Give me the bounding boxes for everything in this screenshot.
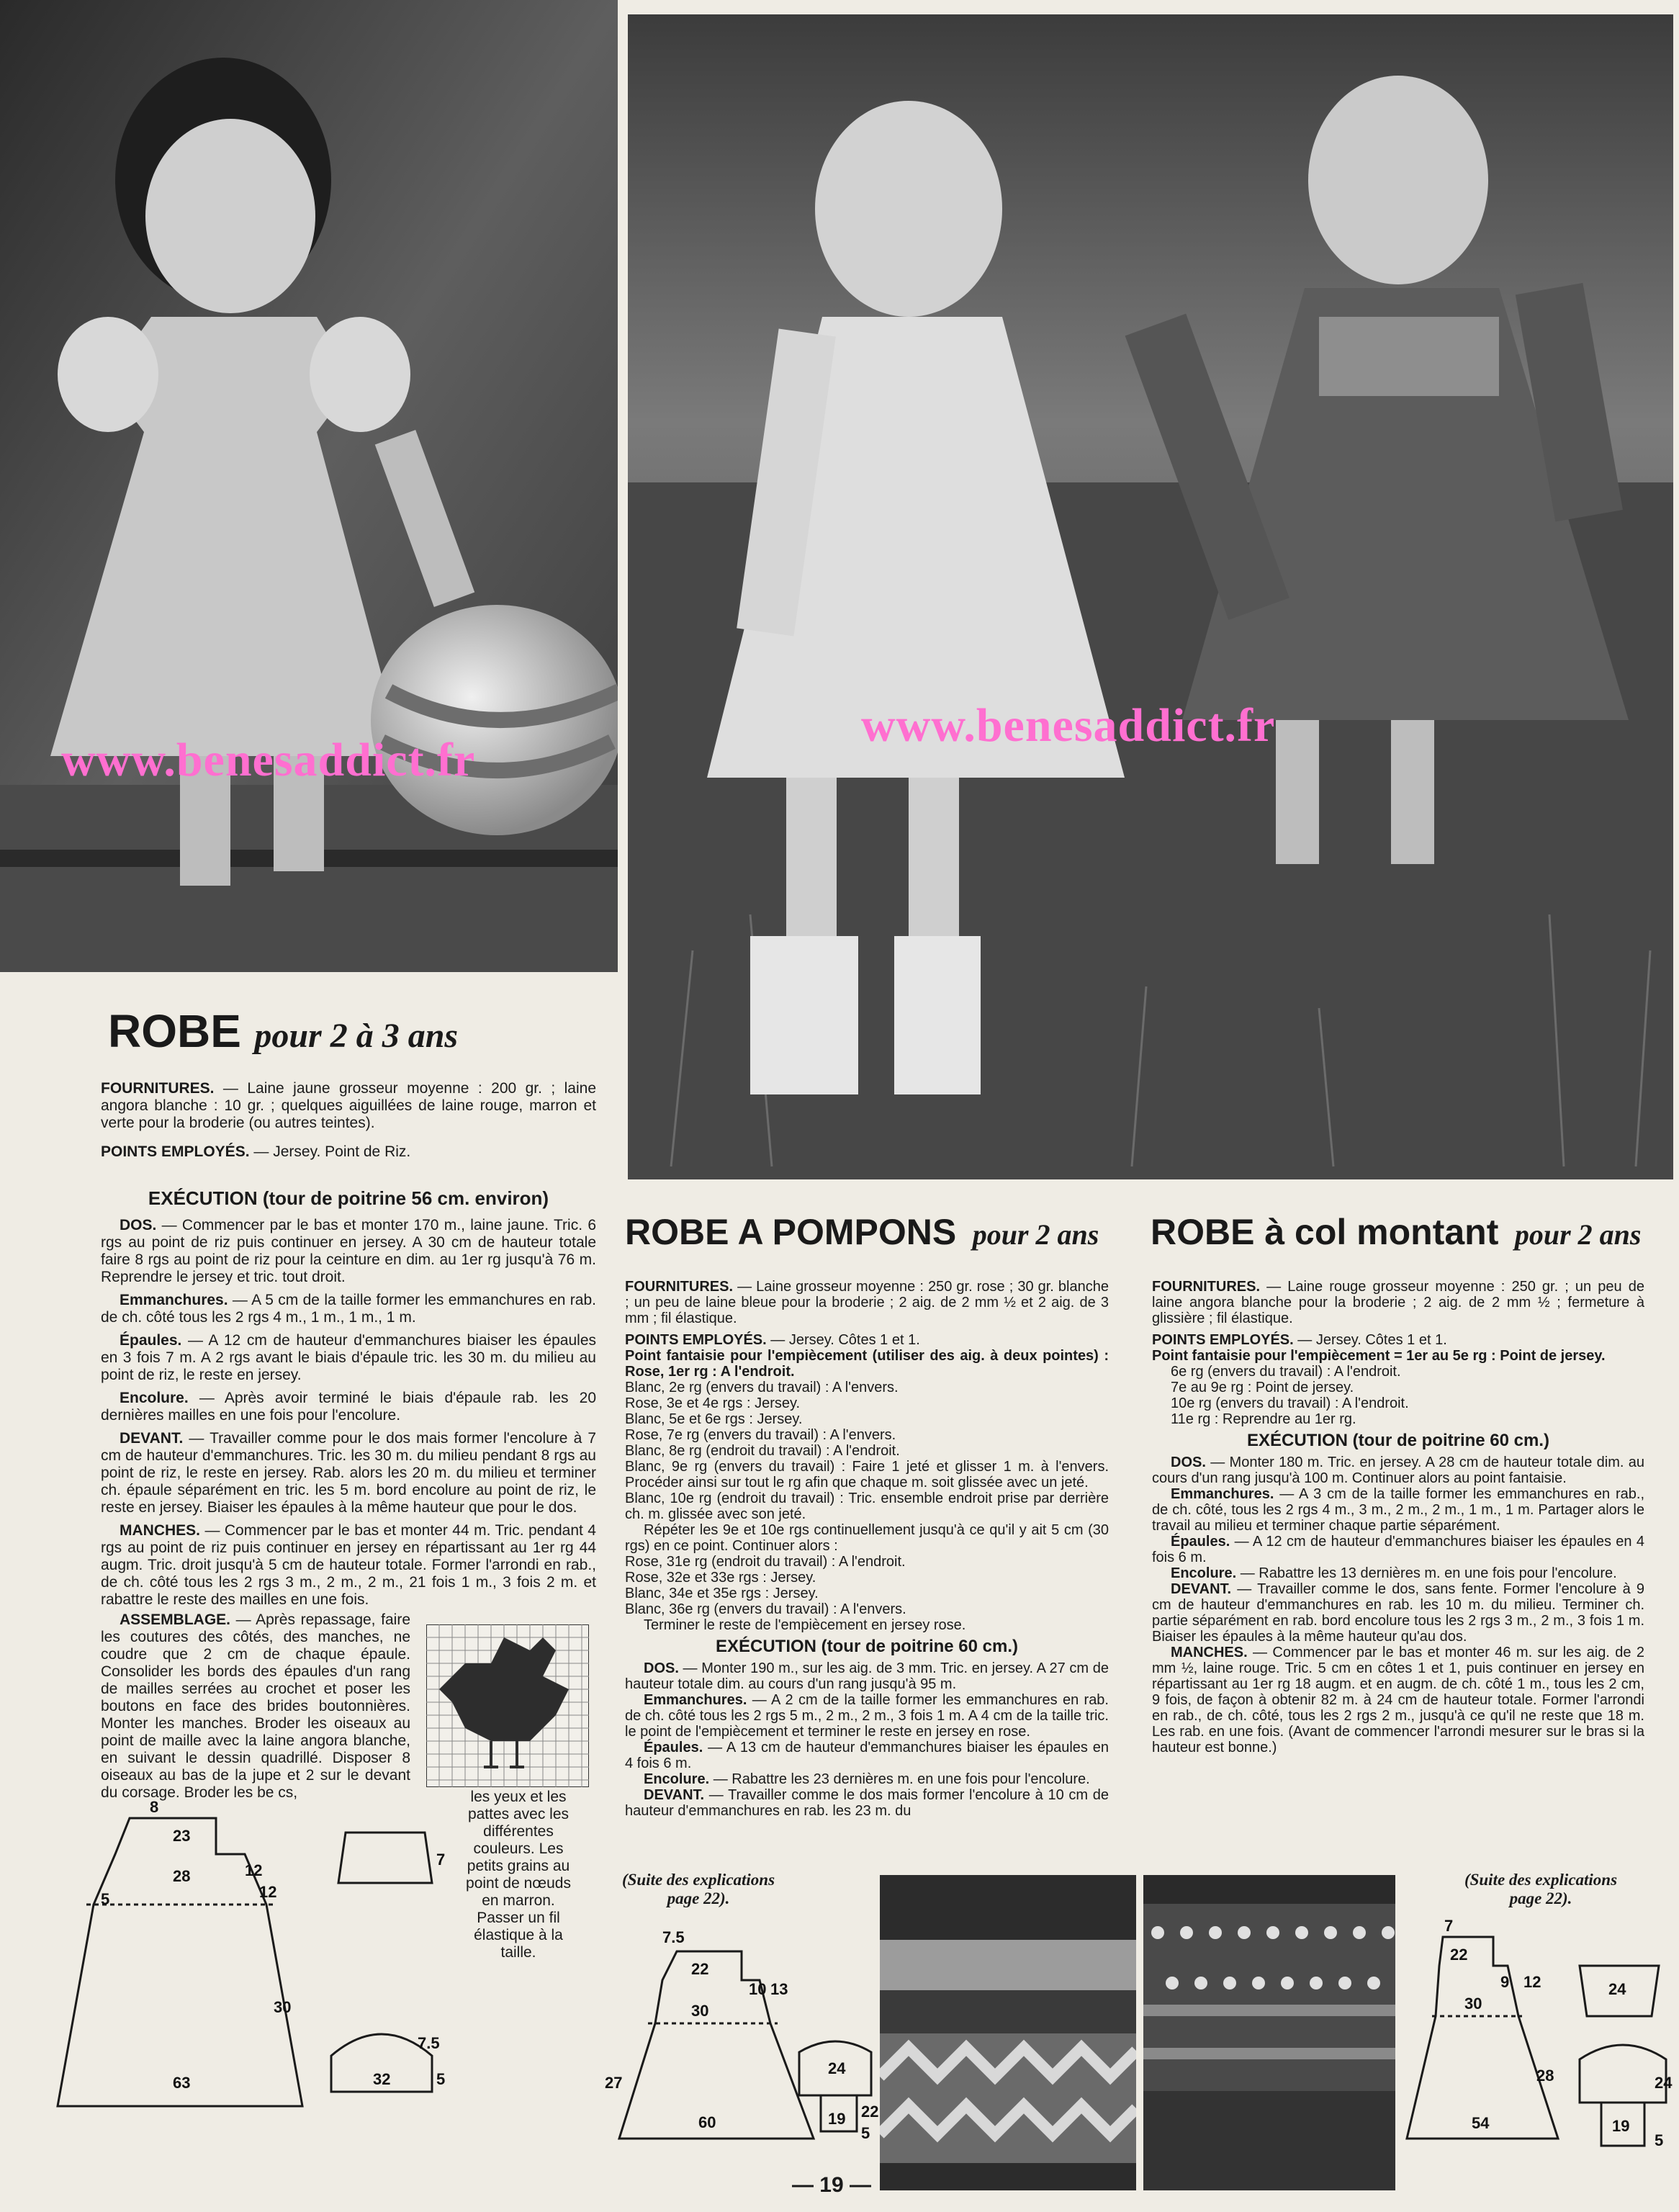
robe1-fournitures-label: FOURNITURES.	[101, 1080, 215, 1097]
robe2-dim-5: 5	[861, 2124, 870, 2142]
robe2-row: Blanc, 5e et 6e rgs : Jersey.	[625, 1411, 803, 1427]
robe2-row: Rose, 31e rg (endroit du travail) : A l'endroit.	[625, 1554, 906, 1570]
bird-chart-grid	[426, 1624, 589, 1787]
robe3-devant-text: — Travailler comme le dos, sans fente. Former l'encolure à 9 cm de hauteur d'emmanchures en rab. les 10 m. du milieu. Terminer ch. partie séparément en rab. bord encolure tous les 2 rgs 3 m., 2 m., 3 fois 1 m. Biaiser les épaules à la même hauteur qu'au dos.	[1152, 1581, 1644, 1645]
robe2-encolure-label: Encolure.	[644, 1771, 710, 1787]
robe3-epaules-label: Épaules.	[1171, 1534, 1230, 1550]
robe3-dim-28: 28	[1536, 2067, 1554, 2085]
robe1-devant-label: DEVANT.	[120, 1430, 184, 1447]
robe3-dim-7: 7	[1444, 1917, 1454, 1935]
robe2-dim-60: 60	[698, 2113, 716, 2131]
robe3-fournitures-label: FOURNITURES.	[1152, 1279, 1260, 1295]
robe1-dim-23: 23	[173, 1827, 191, 1845]
robe2-dim-13: 13	[770, 1980, 788, 1998]
robe2-dim-27: 27	[605, 2074, 623, 2092]
robe2-emmanchures-text: — A 2 cm de la taille former les emmanchures en rab. de ch. côté tous les 2 rgs 5 m., 2 m., 2 m., 3 fois 1 m. A 4 cm de la taille tric. le point de l'empiècement et terminer le reste en jersey en rose.	[625, 1692, 1109, 1740]
robe1-dim-8: 8	[150, 1798, 159, 1816]
robe2-row: Blanc, 2e rg (envers du travail) : A l'envers.	[625, 1380, 899, 1395]
robe3-epaules-text: — A 12 cm de hauteur d'emmanchures biaiser les épaules en 4 fois 6 m.	[1152, 1534, 1644, 1565]
robe3-manches-label: MANCHES.	[1171, 1645, 1248, 1660]
robe3-dim-12: 12	[1523, 1973, 1541, 1991]
robe2-row: Rose, 7e rg (envers du travail) : A l'envers.	[625, 1427, 896, 1443]
photo-girl-with-ball	[0, 0, 618, 972]
robe1-epaules-text: — A 12 cm de hauteur d'emmanchures biaiser les épaules en 3 fois 7 m. A 2 rgs avant le biais d'épaule tric. les 30 m. du milieu au point de riz, le reste en jersey.	[101, 1332, 596, 1383]
robe2-row: Répéter les 9e et 10e rgs continuellement jusqu'à ce qu'il y ait 5 cm (30 rgs) en ce point. Continuer alors :	[625, 1522, 1109, 1554]
robe3-dim-9: 9	[1500, 1973, 1510, 1991]
robe2-title-script: pour 2 ans	[972, 1218, 1099, 1251]
robe3-dim-22: 22	[1450, 1946, 1468, 1964]
knit-swatch-col-montant	[1143, 1875, 1395, 2190]
robe3-title	[1151, 1211, 1641, 1253]
robe3-suite: (Suite des explications page 22).	[1464, 1871, 1618, 1907]
robe2-devant-label: DEVANT.	[644, 1787, 705, 1803]
robe1-emmanchures-text: — A 5 cm de la taille former les emmanchures en rab. de ch. côté tous les 2 rgs 4 m., 1 m., 1 m., 1 m.	[101, 1292, 596, 1326]
robe2-execution-heading: EXÉCUTION (tour de poitrine 60 cm.)	[715, 1637, 1019, 1656]
robe1-assemblage-text: — Après repassage, faire les coutures des côtés, des manches, ne coudre que 2 cm de chaque épaule. Consolider les bords des épaules d'un rang de mailles serrées au crochet et poser les boutons en face des brides boutonnières. Monter les manches. Broder les oiseaux au point de maille avec la laine angora blanche, en suivant le dessin quadrillé. Disposer 8 oiseaux au bas de la jupe et 2 sur le devant du corsage. Broder les be cs,	[101, 1611, 410, 1801]
robe2-row: Blanc, 36e rg (envers du travail) : A l'envers.	[625, 1601, 906, 1617]
robe1-encolure-text: — Après avoir terminé le biais d'épaule rab. les 20 dernières mailles en une fois pour l'encolure.	[101, 1390, 596, 1424]
robe3-manches-text: — Commencer par le bas et monter 46 m. sur les aig. de 2 mm ½, laine rouge. Tric. 5 cm en côtes 1 et 1, puis continuer en jersey en répartissant au 1er rg 18 augm. et en augm. de ch. côté 1 m., tous les 2 cm, 9 fois, de façon à obtenir 82 m. à 24 cm de hauteur totale. Former l'arrondi en rab., de ch. côté, tous les 2 rgs 2 m., jusqu'à ce qu'il ne reste que 18 m. Les rab. en une fois. (Avant de commencer l'arrondi mesurer sur le bras si la hauteur est bonne.)	[1152, 1645, 1644, 1755]
robe1-title-script: pour 2 à 3 ans	[254, 1017, 459, 1055]
robe1-column	[101, 1080, 596, 1614]
robe2-row: Rose, 32e et 33e rgs : Jersey.	[625, 1570, 816, 1586]
robe2-points-text: — Jersey. Côtes 1 et 1.	[766, 1332, 920, 1348]
robe3-dim-24b: 24	[1655, 2074, 1673, 2092]
robe1-epaules-label: Épaules.	[120, 1332, 182, 1349]
robe2-dim-19: 19	[828, 2110, 846, 2128]
robe1-dim-63: 63	[173, 2074, 191, 2092]
robe3-dim-54: 54	[1472, 2114, 1490, 2132]
robe1-assemblage-side	[461, 1789, 576, 1967]
robe3-encolure-text: — Rabattre les 13 dernières m. en une fois pour l'encolure.	[1236, 1565, 1617, 1581]
robe1-dim-5b: 5	[436, 2070, 446, 2088]
robe3-fournitures-text: — Laine rouge grosseur moyenne : 250 gr. ; un peu de laine angora blanche pour la broderie ; 2 aig. de 2 mm ½ ; fermeture à glissière ; fil élastique.	[1152, 1279, 1644, 1326]
robe2-row: Blanc, 34e et 35e rgs : Jersey.	[625, 1586, 819, 1601]
robe2-row: Terminer le reste de l'empiècement en jersey rose.	[644, 1617, 966, 1633]
robe1-dim-5: 5	[101, 1890, 110, 1908]
robe2-row: Rose, 3e et 4e rgs : Jersey.	[625, 1395, 801, 1411]
robe2-epaules-text: — A 13 cm de hauteur d'emmanchures biaiser les épaules en 4 fois 6 m.	[625, 1740, 1109, 1771]
robe3-execution-heading: EXÉCUTION (tour de poitrine 60 cm.)	[1246, 1431, 1550, 1450]
robe2-title-main: ROBE A POMPONS	[625, 1212, 957, 1252]
robe3-row: 7e au 9e rg : Point de jersey.	[1171, 1380, 1354, 1395]
robe2-dim-7-5: 7.5	[662, 1928, 685, 1946]
robe2-dim-22: 22	[691, 1960, 709, 1978]
robe1-devant-text: — Travailler comme pour le dos mais former l'encolure à 7 cm de hauteur d'emmanchures. Tric. les 30 m. du milieu pendant 8 rgs au point de riz, le reste en jersey. Rab. alors les 20 m. du milieu et terminer ch. épaule séparément en tric. les 5 m. bord encolure au point de riz, le reste en jersey. Biaiser les épaules à la même hauteur que pour le dos.	[101, 1430, 596, 1516]
robe1-dos-label: DOS.	[120, 1217, 157, 1233]
robe2-title	[625, 1211, 1099, 1253]
robe1-emmanchures-label: Emmanchures.	[120, 1292, 228, 1308]
robe2-dos-text: — Monter 190 m., sur les aig. de 3 mm. Tric. en jersey. A 27 cm de hauteur totale dim. au cours d'un rang jusqu'à 95 m.	[625, 1660, 1109, 1692]
robe1-fournitures-text: — Laine jaune grosseur moyenne : 200 gr. ; laine angora blanche : 10 gr. ; quelques aiguillées de laine rouge, marron et verte pour la broderie (ou autres teintes).	[101, 1080, 596, 1131]
robe1-points-label: POINTS EMPLOYÉS.	[101, 1143, 250, 1160]
robe2-points-label: POINTS EMPLOYÉS.	[625, 1332, 767, 1348]
robe1-assemblage-side-text: les yeux et les pattes avec les différentes couleurs. Les petits grains au point de nœuds en marron. Passer un fil élastique à la taille.	[466, 1789, 571, 1961]
robe1-dim-12a: 12	[245, 1861, 263, 1879]
robe2-dim-30: 30	[691, 2002, 709, 2020]
robe1-dos-text: — Commencer par le bas et monter 170 m., laine jaune. Tric. 6 rgs au point de riz puis continuer en jersey. A 30 cm de hauteur totale faire 8 rgs au point de riz pour la ceinture en dim. au 1er rg jusqu'à 76 m. Reprendre le jersey et tric. tout droit.	[101, 1217, 596, 1285]
robe3-dim-19: 19	[1612, 2117, 1630, 2135]
robe2-dim-24: 24	[828, 2059, 846, 2077]
robe3-column	[1152, 1279, 1644, 1755]
photo-two-children-meadow	[628, 14, 1673, 1179]
robe3-dos-text: — Monter 180 m. Tric. en jersey. A 28 cm de hauteur totale dim. au cours d'un rang jusqu'à 100 m. Continuer alors au point fantaisie.	[1152, 1455, 1644, 1486]
robe2-row: Blanc, 10e rg (endroit du travail) : Tric. ensemble endroit prise par derrière ch. m. glissée avec son jeté.	[625, 1491, 1109, 1522]
robe2-fournitures-label: FOURNITURES.	[625, 1279, 733, 1295]
robe2-epaules-label: Épaules.	[644, 1740, 703, 1755]
robe1-title-main: ROBE	[108, 1005, 241, 1057]
robe1-dim-28: 28	[173, 1867, 191, 1885]
robe3-encolure-label: Encolure.	[1171, 1565, 1237, 1581]
robe1-manches-text: — Commencer par le bas et monter 44 m. Tric. pendant 4 rgs au point de riz puis continuer en jersey en répartissant au 1er rg 44 augm. Tric. droit jusqu'à 5 cm de hauteur totale. Former l'arrondi en rab., de ch. côté tous les 2 rgs 3 m., 2 m., 2 m., 21 fois 1 m., 3 fois 2 m. et rabattre le reste des mailles en une fois.	[101, 1522, 596, 1608]
robe3-pattern-diagram	[1400, 1915, 1673, 2167]
robe1-pattern-diagram	[29, 1797, 454, 2124]
robe2-emmanchures-label: Emmanchures.	[644, 1692, 747, 1708]
robe1-dim-12b: 12	[259, 1883, 277, 1901]
robe1-manches-label: MANCHES.	[120, 1522, 201, 1539]
robe1-dim-7-5: 7.5	[418, 2034, 440, 2052]
robe2-row: Blanc, 8e rg (endroit du travail) : A l'endroit.	[625, 1443, 900, 1459]
robe3-title-script: pour 2 ans	[1514, 1218, 1642, 1251]
page-number: — 19 —	[791, 2173, 872, 2197]
robe3-devant-label: DEVANT.	[1171, 1581, 1232, 1597]
robe3-points-text: — Jersey. Côtes 1 et 1.	[1293, 1332, 1447, 1348]
robe3-title-main: ROBE à col montant	[1151, 1212, 1499, 1252]
robe1-encolure-label: Encolure.	[120, 1390, 189, 1406]
robe3-dim-5: 5	[1655, 2131, 1664, 2149]
robe2-fournitures-text: — Laine grosseur moyenne : 250 gr. rose ; 30 gr. blanche ; un peu de laine bleue pour la broderie ; 2 aig. de 2 mm ½ et 2 aig. de 3 mm ; fil élastique.	[625, 1279, 1109, 1326]
robe2-dim-22b: 22	[861, 2103, 878, 2121]
robe1-assemblage	[101, 1611, 410, 1807]
robe3-row: 10e rg (envers du travail) : A l'endroit.	[1171, 1395, 1409, 1411]
robe2-pattern-diagram	[605, 1923, 878, 2160]
robe2-column	[625, 1279, 1109, 1819]
robe2-fantaisie: Point fantaisie pour l'empiècement (utiliser des aig. à deux pointes) : Rose, 1er rg : A l'endroit.	[625, 1348, 1109, 1380]
robe2-dim-10: 10	[749, 1980, 767, 1998]
robe1-dim-32: 32	[373, 2070, 391, 2088]
robe2-suite: (Suite des explications page 22).	[621, 1871, 775, 1907]
robe3-dos-label: DOS.	[1171, 1455, 1206, 1470]
robe2-row: Blanc, 9e rg (envers du travail) : Faire 1 jeté et glisser 1 m. à l'envers. Procéder ainsi sur tout le rg afin que chaque m. soit glissée avec un jeté.	[625, 1459, 1109, 1491]
robe3-row: 6e rg (envers du travail) : A l'endroit.	[1171, 1364, 1401, 1380]
robe3-points-label: POINTS EMPLOYÉS.	[1152, 1332, 1294, 1348]
watermark-right: www.benesaddict.fr	[861, 699, 1276, 752]
robe1-dim-30: 30	[274, 1998, 292, 2016]
robe2-devant-text: — Travailler comme le dos mais former l'encolure à 10 cm de hauteur d'emmanchures en rab. les 23 m. du	[625, 1787, 1109, 1819]
robe3-emmanchures-text: — A 3 cm de la taille former les emmanchures en rab., de ch. côté, tous les 2 rgs 4 m., 3 m., 2 m., 2 m., 1 m., 1 m. Partager alors le travail au milieu et terminer chaque partie séparément.	[1152, 1486, 1644, 1534]
robe2-encolure-text: — Rabattre les 23 dernières m. en une fois pour l'encolure.	[709, 1771, 1090, 1787]
robe3-fantaisie: Point fantaisie pour l'empiècement = 1er au 5e rg : Point de jersey.	[1152, 1348, 1606, 1364]
robe1-assemblage-label: ASSEMBLAGE.	[120, 1611, 231, 1628]
robe3-dim-30: 30	[1464, 1995, 1482, 2013]
robe3-emmanchures-label: Emmanchures.	[1171, 1486, 1274, 1502]
watermark-left: www.benesaddict.fr	[61, 734, 476, 786]
robe2-dos-label: DOS.	[644, 1660, 679, 1676]
robe1-dim-7: 7	[436, 1851, 446, 1869]
robe1-points-text: — Jersey. Point de Riz.	[249, 1143, 411, 1160]
robe1-title	[108, 1004, 458, 1058]
knit-swatch-pompons	[880, 1875, 1136, 2190]
robe1-execution-heading: EXÉCUTION (tour de poitrine 56 cm. environ)	[148, 1187, 549, 1209]
robe3-dim-24: 24	[1608, 1980, 1626, 1998]
robe3-row: 11e rg : Reprendre au 1er rg.	[1171, 1411, 1356, 1427]
